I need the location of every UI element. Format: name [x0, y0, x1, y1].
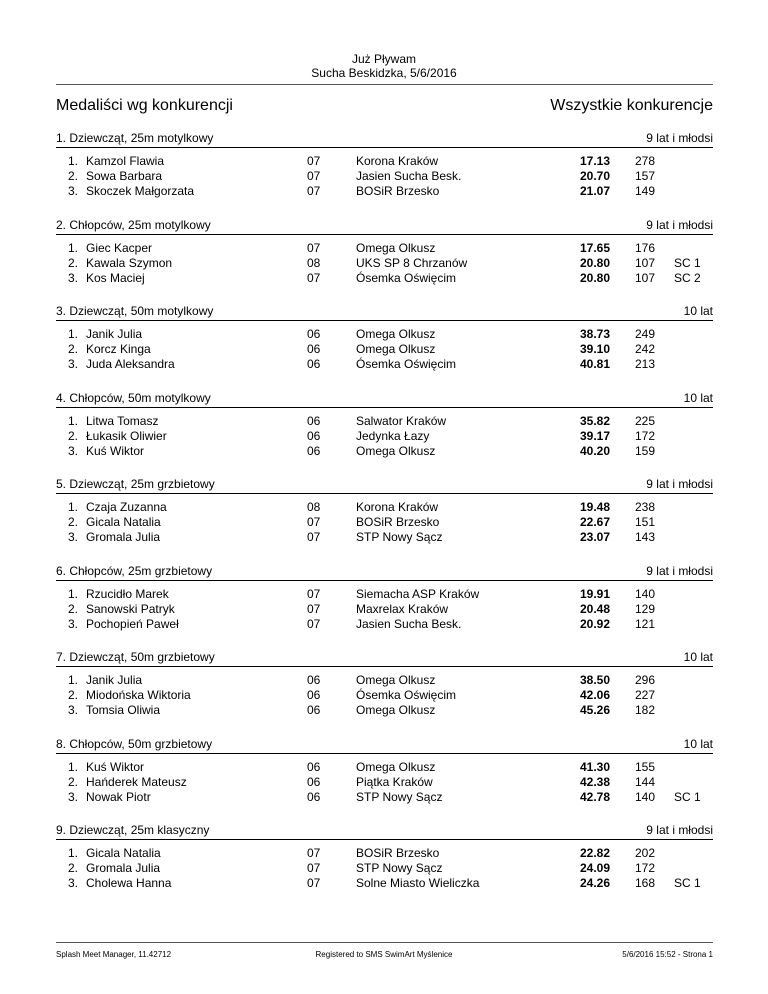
- club-name: STP Nowy Sącz: [356, 530, 443, 544]
- swimmer-name: Łukasik Oliwier: [86, 429, 167, 443]
- result-time: 17.65: [579, 241, 610, 255]
- place-number: 1.: [67, 587, 78, 601]
- club-name: Omega Olkusz: [356, 673, 436, 687]
- result-time: 40.20: [579, 444, 610, 458]
- result-row: [0, 500, 768, 515]
- event-title: 5. Dziewcząt, 25m grzbietowy: [56, 477, 215, 491]
- event-title: 3. Dziewcząt, 50m motylkowy: [56, 304, 214, 318]
- birth-year: 07: [307, 530, 321, 544]
- result-row: [0, 241, 768, 256]
- result-row: [0, 256, 768, 271]
- result-time: 20.80: [579, 256, 610, 270]
- swimmer-name: Gicala Natalia: [86, 515, 161, 529]
- place-number: 2.: [67, 169, 78, 183]
- fina-points: 155: [634, 760, 655, 774]
- result-row: [0, 169, 768, 184]
- swimmer-name: Janik Julia: [86, 673, 143, 687]
- event-divider: [56, 320, 713, 321]
- fina-points: 151: [634, 515, 655, 529]
- section-title: Medaliści wg konkurencji: [56, 97, 233, 114]
- fina-points: 143: [634, 530, 655, 544]
- fina-points: 238: [634, 500, 655, 514]
- birth-year: 06: [307, 444, 321, 458]
- fina-points: 172: [634, 429, 655, 443]
- swimmer-name: Cholewa Hanna: [86, 876, 172, 890]
- swimmer-name: Kawala Szymon: [86, 256, 173, 270]
- footer-date-page: 5/6/2016 15:52 - Strona 1: [622, 950, 713, 959]
- result-row: [0, 444, 768, 459]
- place-number: 3.: [67, 271, 78, 285]
- fina-points: 227: [634, 688, 655, 702]
- result-row: [0, 703, 768, 718]
- event-title: 8. Chłopców, 50m grzbietowy: [56, 737, 213, 751]
- fina-points: 172: [634, 861, 655, 875]
- swimmer-name: Korcz Kinga: [86, 342, 151, 356]
- event-age-group: 9 lat i młodsi: [646, 564, 713, 578]
- fina-points: 249: [634, 327, 655, 341]
- swimmer-name: Sanowski Patryk: [86, 602, 175, 616]
- result-row: [0, 414, 768, 429]
- footer-software: Splash Meet Manager, 11.42712: [56, 950, 172, 959]
- result-time: 21.07: [579, 184, 610, 198]
- birth-year: 08: [307, 256, 321, 270]
- club-name: Piątka Kraków: [356, 775, 433, 789]
- result-time: 24.09: [579, 861, 610, 875]
- event-age-group: 9 lat i młodsi: [646, 218, 713, 232]
- club-name: Ósemka Oświęcim: [356, 357, 457, 371]
- birth-year: 08: [307, 500, 321, 514]
- event-divider: [56, 666, 713, 667]
- fina-points: 129: [634, 602, 655, 616]
- result-time: 19.91: [579, 587, 610, 601]
- result-row: [0, 846, 768, 861]
- event-title: 6. Chłopców, 25m grzbietowy: [56, 564, 213, 578]
- club-name: Korona Kraków: [356, 500, 439, 514]
- result-note: SC 1: [674, 256, 701, 270]
- result-row: [0, 327, 768, 342]
- swimmer-name: Kos Maciej: [86, 271, 145, 285]
- club-name: Omega Olkusz: [356, 241, 436, 255]
- fina-points: 225: [634, 414, 655, 428]
- place-number: 3.: [67, 790, 78, 804]
- club-name: Jedynka Łazy: [356, 429, 430, 443]
- result-time: 42.78: [579, 790, 610, 804]
- event-age-group: 10 lat: [683, 304, 713, 318]
- birth-year: 07: [307, 154, 321, 168]
- fina-points: 159: [634, 444, 655, 458]
- result-time: 20.80: [579, 271, 610, 285]
- meet-subtitle: Sucha Beskidzka, 5/6/2016: [311, 66, 457, 80]
- club-name: Ósemka Oświęcim: [356, 271, 457, 285]
- result-time: 42.38: [579, 775, 610, 789]
- place-number: 2.: [67, 688, 78, 702]
- event-age-group: 9 lat i młodsi: [646, 477, 713, 491]
- result-time: 42.06: [579, 688, 610, 702]
- result-time: 23.07: [579, 530, 610, 544]
- club-name: BOSiR Brzesko: [356, 184, 440, 198]
- result-time: 41.30: [579, 760, 610, 774]
- club-name: STP Nowy Sącz: [356, 861, 443, 875]
- place-number: 1.: [67, 241, 78, 255]
- swimmer-name: Kuś Wiktor: [86, 444, 145, 458]
- result-row: [0, 688, 768, 703]
- event-title: 4. Chłopców, 50m motylkowy: [56, 391, 211, 405]
- club-name: Omega Olkusz: [356, 342, 436, 356]
- birth-year: 06: [307, 688, 321, 702]
- result-row: [0, 515, 768, 530]
- club-name: Ósemka Oświęcim: [356, 688, 457, 702]
- result-row: [0, 790, 768, 805]
- swimmer-name: Skoczek Małgorzata: [86, 184, 195, 198]
- birth-year: 07: [307, 617, 321, 631]
- event-divider: [56, 493, 713, 494]
- birth-year: 06: [307, 790, 321, 804]
- club-name: BOSiR Brzesko: [356, 515, 440, 529]
- event-divider: [56, 147, 713, 148]
- result-time: 20.70: [579, 169, 610, 183]
- place-number: 3.: [67, 530, 78, 544]
- club-name: Salwator Kraków: [356, 414, 447, 428]
- club-name: Jasien Sucha Besk.: [356, 169, 462, 183]
- place-number: 2.: [67, 515, 78, 529]
- swimmer-name: Kuś Wiktor: [86, 760, 145, 774]
- birth-year: 07: [307, 241, 321, 255]
- result-row: [0, 587, 768, 602]
- event-divider: [56, 753, 713, 754]
- result-time: 39.17: [579, 429, 610, 443]
- birth-year: 06: [307, 414, 321, 428]
- event-divider: [56, 580, 713, 581]
- place-number: 3.: [67, 184, 78, 198]
- result-row: [0, 357, 768, 372]
- swimmer-name: Czaja Zuzanna: [86, 500, 167, 514]
- result-time: 24.26: [579, 876, 610, 890]
- fina-points: 149: [634, 184, 655, 198]
- fina-points: 144: [634, 775, 655, 789]
- fina-points: 168: [634, 876, 655, 890]
- club-name: Korona Kraków: [356, 154, 439, 168]
- birth-year: 07: [307, 184, 321, 198]
- club-name: Solne Miasto Wieliczka: [356, 876, 480, 890]
- club-name: Jasien Sucha Besk.: [356, 617, 462, 631]
- birth-year: 07: [307, 169, 321, 183]
- fina-points: 182: [634, 703, 655, 717]
- fina-points: 202: [634, 846, 655, 860]
- result-note: SC 2: [674, 271, 701, 285]
- birth-year: 06: [307, 775, 321, 789]
- header-divider: [56, 84, 713, 85]
- place-number: 2.: [67, 602, 78, 616]
- birth-year: 06: [307, 327, 321, 341]
- place-number: 1.: [67, 154, 78, 168]
- swimmer-name: Gromala Julia: [86, 861, 161, 875]
- birth-year: 07: [307, 861, 321, 875]
- swimmer-name: Tomsia Oliwia: [86, 703, 161, 717]
- fina-points: 278: [634, 154, 655, 168]
- result-time: 45.26: [579, 703, 610, 717]
- club-name: Siemacha ASP Kraków: [356, 587, 480, 601]
- place-number: 2.: [67, 429, 78, 443]
- birth-year: 07: [307, 846, 321, 860]
- result-row: [0, 617, 768, 632]
- fina-points: 242: [634, 342, 655, 356]
- result-time: 38.73: [579, 327, 610, 341]
- result-row: [0, 154, 768, 169]
- swimmer-name: Sowa Barbara: [86, 169, 163, 183]
- birth-year: 06: [307, 673, 321, 687]
- result-row: [0, 429, 768, 444]
- club-name: Omega Olkusz: [356, 703, 436, 717]
- club-name: Maxrelax Kraków: [356, 602, 449, 616]
- birth-year: 07: [307, 271, 321, 285]
- footer-divider: [56, 942, 713, 943]
- result-time: 19.48: [579, 500, 610, 514]
- place-number: 2.: [67, 775, 78, 789]
- result-row: [0, 184, 768, 199]
- result-row: [0, 673, 768, 688]
- footer-registration: Registered to SMS SwimArt Myślenice: [315, 950, 453, 959]
- result-time: 35.82: [579, 414, 610, 428]
- fina-points: 107: [634, 256, 655, 270]
- result-time: 39.10: [579, 342, 610, 356]
- event-title: 7. Dziewcząt, 50m grzbietowy: [56, 650, 215, 664]
- swimmer-name: Miodońska Wiktoria: [86, 688, 191, 702]
- result-time: 22.82: [579, 846, 610, 860]
- event-divider: [56, 839, 713, 840]
- birth-year: 06: [307, 429, 321, 443]
- result-row: [0, 271, 768, 286]
- birth-year: 07: [307, 515, 321, 529]
- fina-points: 140: [634, 790, 655, 804]
- place-number: 3.: [67, 617, 78, 631]
- fina-points: 121: [634, 617, 655, 631]
- place-number: 1.: [67, 760, 78, 774]
- place-number: 1.: [67, 846, 78, 860]
- club-name: Omega Olkusz: [356, 327, 436, 341]
- birth-year: 06: [307, 760, 321, 774]
- event-age-group: 10 lat: [683, 650, 713, 664]
- place-number: 1.: [67, 327, 78, 341]
- fina-points: 140: [634, 587, 655, 601]
- birth-year: 06: [307, 703, 321, 717]
- place-number: 1.: [67, 500, 78, 514]
- swimmer-name: Hańderek Mateusz: [86, 775, 187, 789]
- swimmer-name: Nowak Piotr: [86, 790, 151, 804]
- event-divider: [56, 407, 713, 408]
- swimmer-name: Janik Julia: [86, 327, 143, 341]
- event-age-group: 10 lat: [683, 737, 713, 751]
- event-title: 1. Dziewcząt, 25m motylkowy: [56, 131, 214, 145]
- result-row: [0, 342, 768, 357]
- birth-year: 07: [307, 876, 321, 890]
- place-number: 3.: [67, 876, 78, 890]
- result-time: 40.81: [579, 357, 610, 371]
- birth-year: 07: [307, 587, 321, 601]
- result-note: SC 1: [674, 790, 701, 804]
- fina-points: 107: [634, 271, 655, 285]
- result-note: SC 1: [674, 876, 701, 890]
- swimmer-name: Litwa Tomasz: [86, 414, 159, 428]
- place-number: 3.: [67, 444, 78, 458]
- swimmer-name: Giec Kacper: [86, 241, 153, 255]
- result-time: 20.48: [579, 602, 610, 616]
- swimmer-name: Juda Aleksandra: [86, 357, 175, 371]
- fina-points: 176: [634, 241, 655, 255]
- place-number: 3.: [67, 357, 78, 371]
- event-age-group: 9 lat i młodsi: [646, 131, 713, 145]
- club-name: Omega Olkusz: [356, 444, 436, 458]
- swimmer-name: Rzucidło Marek: [86, 587, 169, 601]
- event-divider: [56, 234, 713, 235]
- place-number: 3.: [67, 703, 78, 717]
- event-title: 9. Dziewcząt, 25m klasyczny: [56, 823, 210, 837]
- birth-year: 07: [307, 602, 321, 616]
- swimmer-name: Gicala Natalia: [86, 846, 161, 860]
- result-row: [0, 602, 768, 617]
- event-age-group: 10 lat: [683, 391, 713, 405]
- result-row: [0, 775, 768, 790]
- result-row: [0, 530, 768, 545]
- club-name: UKS SP 8 Chrzanów: [356, 256, 468, 270]
- swimmer-name: Kamzol Flawia: [86, 154, 165, 168]
- fina-points: 296: [634, 673, 655, 687]
- club-name: BOSiR Brzesko: [356, 846, 440, 860]
- swimmer-name: Pochopień Paweł: [86, 617, 179, 631]
- result-time: 38.50: [579, 673, 610, 687]
- place-number: 1.: [67, 414, 78, 428]
- birth-year: 06: [307, 357, 321, 371]
- place-number: 2.: [67, 861, 78, 875]
- club-name: Omega Olkusz: [356, 760, 436, 774]
- result-time: 22.67: [579, 515, 610, 529]
- section-scope: Wszystkie konkurencje: [550, 97, 713, 114]
- swimmer-name: Gromala Julia: [86, 530, 161, 544]
- fina-points: 157: [634, 169, 655, 183]
- place-number: 2.: [67, 342, 78, 356]
- event-age-group: 9 lat i młodsi: [646, 823, 713, 837]
- fina-points: 213: [634, 357, 655, 371]
- meet-title: Już Pływam: [351, 52, 416, 66]
- result-time: 17.13: [579, 154, 610, 168]
- result-row: [0, 760, 768, 775]
- result-row: [0, 861, 768, 876]
- result-time: 20.92: [579, 617, 610, 631]
- result-row: [0, 876, 768, 891]
- club-name: STP Nowy Sącz: [356, 790, 443, 804]
- place-number: 2.: [67, 256, 78, 270]
- birth-year: 06: [307, 342, 321, 356]
- event-title: 2. Chłopców, 25m motylkowy: [56, 218, 211, 232]
- place-number: 1.: [67, 673, 78, 687]
